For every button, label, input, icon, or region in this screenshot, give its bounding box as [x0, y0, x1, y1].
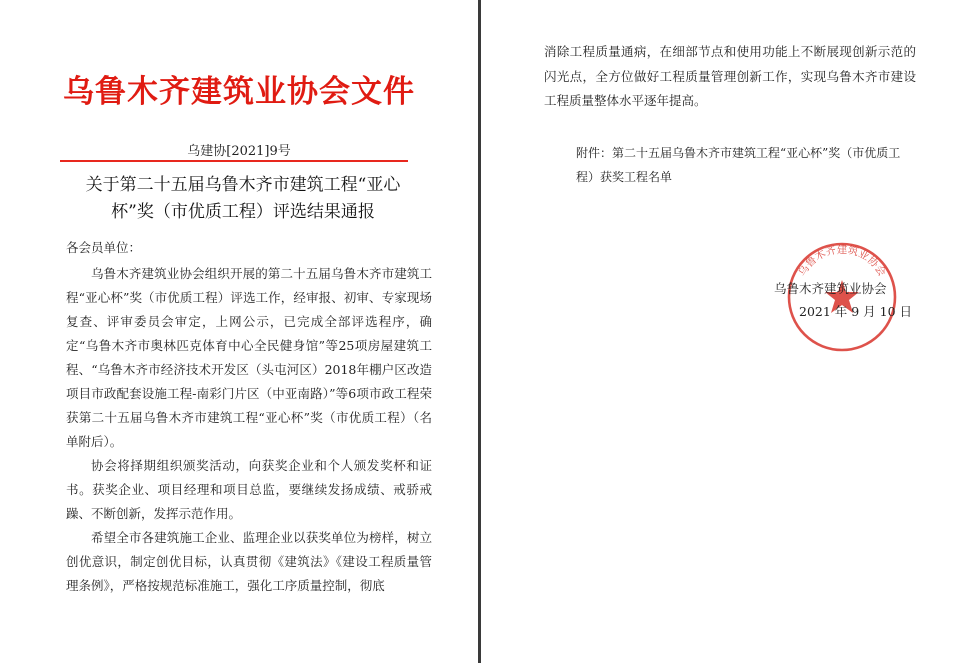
- document-page-left: [0, 0, 478, 663]
- seal-text: 乌鲁木齐建筑业协会: [796, 243, 888, 279]
- body-paragraph: 乌鲁木齐建筑业协会组织开展的第二十五届乌鲁木齐市建筑工程“亚心杯”奖（市优质工程）评选工作，经审报、初审、专家现场复查、评审委员会审定，上网公示，已完成全部评选程序，确定“乌鲁木齐市奥林匹克体育中心全民健身馆”等25项房屋建筑工程、“乌鲁木齐市经济技术开发区（头屯河区）2018年棚户区改造项目市政配套设施工程-南彩门片区（中亚南路）”等6项市政工程荣获第二十五届乌鲁木齐市建筑工程“亚心杯”奖（市优质工程）（名单附后）。: [66, 266, 432, 449]
- document-number: 乌建协[2021]9号: [187, 144, 291, 159]
- body-continuation: [544, 40, 916, 114]
- document-title-line-2: 杯”奖（市优质工程）评选结果通报: [111, 202, 375, 222]
- document-title: [58, 172, 428, 226]
- signature-organization: 乌鲁木齐建筑业协会: [774, 281, 887, 296]
- body-paragraph: 协会将择期组织颁奖活动，向获奖企业和个人颁发奖杯和证书。获奖企业、项目经理和项目总监，要继续发扬成绩、戒骄戒躁、不断创新，发挥示范作用。: [66, 458, 432, 521]
- round-red-seal: [783, 238, 901, 356]
- document-body: [66, 262, 432, 598]
- body-paragraph: 希望全市各建筑施工企业、监理企业以获奖单位为榜样，树立创优意识，制定创优目标，认真贯彻《建筑法》《建设工程质量管理条例》，严格按规范标准施工，强化工序质量控制，彻底: [66, 530, 432, 593]
- masthead-red-rule: [60, 160, 408, 162]
- signature-date: 2021 年 9 月 10 日: [799, 304, 913, 319]
- document-masthead: 乌鲁木齐建筑业协会文件: [63, 74, 415, 110]
- body-paragraph: 消除工程质量通病，在细部节点和使用功能上不断展现创新示范的闪光点，全方位做好工程质量管理创新工作，实现乌鲁木齐市建设工程质量整体水平逐年提高。: [544, 44, 916, 108]
- attachment-note: 附件：第二十五届乌鲁木齐市建筑工程“亚心杯”奖（市优质工程）获奖工程名单: [576, 146, 901, 184]
- document-page-right: [481, 0, 958, 663]
- document-title-line-1: 关于第二十五届乌鲁木齐市建筑工程“亚心: [85, 175, 401, 195]
- salutation: 各会员单位：: [66, 240, 142, 255]
